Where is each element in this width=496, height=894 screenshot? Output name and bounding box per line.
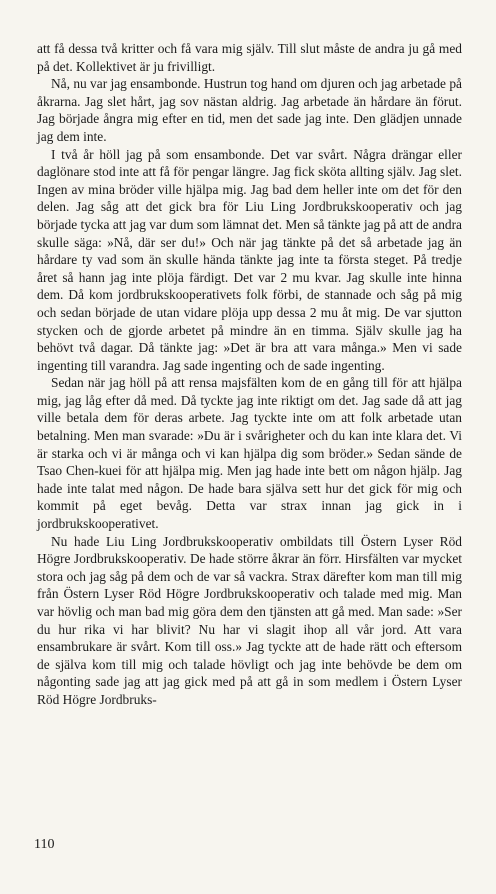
paragraph: Nå, nu var jag ensambonde. Hustrun tog hand om djuren och jag arbetade på åkrarna. Jag slet hårt, jag sov nästan aldrig. Jag arbetade än hårdare än förut. Jag började ångra mig efter en tid, men det sade jag inte. Den glädjen unnade jag dem inte. [37, 76, 462, 144]
paragraph: Sedan när jag höll på att rensa majsfälten kom de en gång till för att hjälpa mig, jag låg efter då med. Då tyckte jag inte riktigt om det. Jag sade då att jag ville betala dem för deras arbete. Jag tyckte inte om att folk arbetade utan betalning. Men man svarade: »Du är i svårigheter och du kan inte klara det. Vi är starka och vi är många och vi kan hjälpa dig som bröder.» Sedan sände de Tsao Chen-kuei för att hjälpa mig. Men jag hade inte bett om någon hjälp. Jag hade inte talat med någon. De hade bara själva sett hur det gick för mig och kommit på eget bevåg. Detta var strax innan jag gick in i jordbrukskooperativet. [37, 375, 462, 532]
paragraph: I två år höll jag på som ensambonde. Det var svårt. Några drängar eller daglönare stod inte att få för pengar längre. Jag fick sköta allting själv. Jag slet. Ingen av mina bröder ville hjälpa mig. Jag bad dem heller inte om det för den delen. Jag såg att det gick bra för Liu Ling Jordbrukskooperativ och jag började tycka att jag var dum som lämnat det. Men så tänkte jag på att de andra skulle säga: »Nå, där ser du!» Och när jag tänkte på det så arbetade jag än hårdare ty vad som än skulle hända tänkte jag inte ta första steget. På tredje året så hann jag inte plöja färdigt. Det var 2 mu kvar. Jag skulle inte hinna dem. Då kom jordbrukskooperativets folk förbi, de stannade och såg på mig och sedan började de utan vidare plöja upp dessa 2 mu åt mig. De var sjutton stycken och de gjorde arbetet på mindre än en timma. Själv skulle jag ha behövt två dagar. Då tänkte jag: »Det är bra att vara många.» Men vi sade ingenting till varandra. Jag sade ingenting och de sade ingenting. [37, 146, 463, 373]
paragraph: att få dessa två kritter och få vara mig själv. Till slut måste de andra ju gå med på det. Kollektivet är ju frivilligt. [37, 41, 462, 74]
page-number: 110 [34, 837, 55, 852]
body-text [37, 40, 462, 709]
paragraph: Nu hade Liu Ling Jordbrukskooperativ ombildats till Östern Lyser Röd Högre Jordbrukskooperativ. De hade större åkrar än förr. Hirsfälten var mycket stora och jag såg på dem och de var så vackra. Strax därefter kom man till mig från Östern Lyser Röd Högre Jordbrukskooperativ och talade med mig. Man var hövlig och man bad mig göra dem den tjänsten att gå med. Man sade: »Ser du hur rika vi har blivit? Nu har vi slagit ihop all vår jord. Att vara ensambrukare är svårt. Kom till oss.» Jag tyckte att de hade rätt och eftersom de själva kom till mig och talade hövligt och jag inte behövde be dem om någonting sade jag att jag gick med på att gå in som medlem i Östern Lyser Röd Högre Jordbruks- [37, 533, 462, 707]
